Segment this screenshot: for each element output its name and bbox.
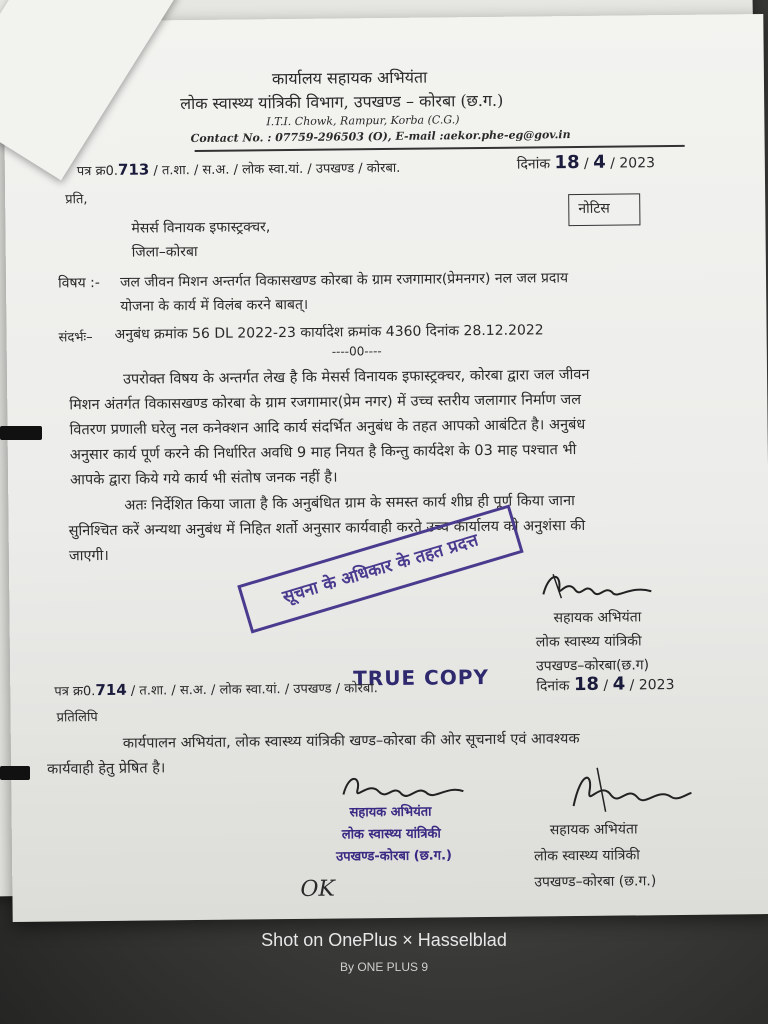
rti-stamp-text: सूचना के अधिकार के तहत प्रदत्त xyxy=(280,530,481,608)
body-line: अतः निर्देशित किया जाता है कि अनुबंधित ग्राम के समस्त कार्य शीघ्र ही पूर्ण किया जाना xyxy=(124,493,575,514)
signatory-line: लोक स्वास्थ्य यांत्रिकी xyxy=(535,633,642,651)
to-label: प्रति, xyxy=(65,192,88,208)
department-title: लोक स्वास्थ्य यांत्रिकी विभाग, उपखण्ड – कोरबा (छ.ग.) xyxy=(180,90,504,114)
body-line: सुनिश्चित करें अन्यथा अनुबंध में निहित शर्तो अनुसार कार्यवाही करते उच्च कार्यालय को अनुशंसा की xyxy=(68,517,586,540)
body-line: वितरण प्रणाली घरेलु नल कनेक्शन आदि कार्य संदर्भित अनुबंध के तहत आपको आबंटित है। अनुबंध xyxy=(69,416,586,439)
signature-3 xyxy=(567,765,698,816)
copy-label: प्रतिलिपि xyxy=(56,710,98,726)
copy-signatory-line: उपखण्ड–कोरबा (छ.ग.) xyxy=(534,873,657,891)
copy-ref-suffix: / त.शा. / स.अ. / लोक स्वा.यां. / उपखण्ड / कोरबा. xyxy=(130,681,378,699)
seal-line: सहायक अभियंता xyxy=(349,804,432,821)
date-month: 4 xyxy=(593,151,606,173)
copy-ref-prefix: पत्र क्र0. xyxy=(54,684,96,700)
copy-line-2: कार्यवाही हेतु प्रेषित है। xyxy=(47,760,166,778)
date-year: / 2023 xyxy=(610,155,656,172)
letter-ref xyxy=(77,158,401,179)
copy-signatory-line: लोक स्वास्थ्य यांत्रिकी xyxy=(533,847,640,865)
ref-number: 713 xyxy=(117,160,150,179)
letter-date: दिनांक 18 / 4 / 2023 xyxy=(516,151,656,174)
copy-date-month: 4 xyxy=(612,673,626,695)
copy-signatory-line: सहायक अभियंता xyxy=(549,821,638,839)
notice-box xyxy=(568,193,640,226)
punch-mark xyxy=(0,426,42,440)
copy-date-day: 18 xyxy=(573,673,600,696)
camera-watermark: Shot on OnePlus × Hasselblad xyxy=(261,930,507,950)
copy-ref xyxy=(54,678,378,699)
contact-info: Contact No. : 07759-296503 (O), E-mail :aekor.phe-eg@gov.in xyxy=(190,128,571,146)
seal-line: लोक स्वास्थ्य यांत्रिकी xyxy=(341,826,441,843)
ref-suffix: / त.शा. / स.अ. / लोक स्वा.यां. / उपखण्ड / कोरबा. xyxy=(153,160,401,179)
subject-line-1: जल जीवन मिशन अन्तर्गत विकासखण्ड कोरबा के ग्राम रजगामार(प्रेमनगर) नल जल प्रदाय xyxy=(119,270,569,291)
date-label: दिनांक xyxy=(516,156,551,173)
signatory-line: सहायक अभियंता xyxy=(553,609,642,627)
letter-page xyxy=(3,14,768,922)
ok-mark: OK xyxy=(300,876,336,902)
subject-line-2: योजना के कार्य में विलंब करने बाबत्। xyxy=(120,296,309,315)
office-title: कार्यालय सहायक अभियंता xyxy=(271,67,428,89)
reference-label: संदर्भः– xyxy=(58,330,93,346)
body-line: उपरोक्त विषय के अन्तर्गत लेख है कि मेसर्स विनायक इफास्ट्रक्चर, कोरबा द्वारा जल जीवन xyxy=(122,366,590,388)
recipient-name: मेसर्स विनायक इफास्ट्रक्चर, xyxy=(131,219,271,237)
body-line: जाएगी। xyxy=(68,547,109,565)
copy-ref-number: 714 xyxy=(95,680,127,700)
true-copy-stamp: TRUE COPY xyxy=(353,664,490,691)
date-day: 18 xyxy=(554,151,580,174)
subject-label: विषय :- xyxy=(57,275,100,292)
body-line: मिशन अंतर्गत विकासखण्ड कोरबा के ग्राम रजगामार(प्रेम नगर) में उच्च स्तरीय जलागार निर्माण जल xyxy=(69,391,582,414)
punch-mark xyxy=(0,766,30,780)
signature-2 xyxy=(339,769,469,804)
notice-label: नोटिस xyxy=(578,200,610,217)
recipient-district: जिला–कोरबा xyxy=(131,243,198,261)
copy-line-1: कार्यपालन अभियंता, लोक स्वास्थ्य यांत्रिकी खण्ड–कोरबा की ओर सूचनार्थ एवं आवश्यक xyxy=(122,731,580,752)
camera-model-watermark: By ONE PLUS 9 xyxy=(339,960,429,974)
reference-text: अनुबंध क्रमांक 56 DL 2022-23 कार्यादेश क्रमांक 4360 दिनांक 28.12.2022 xyxy=(114,322,544,343)
office-address: I.T.I. Chowk, Rampur, Korba (C.G.) xyxy=(266,113,460,129)
copy-date-label: दिनांक xyxy=(536,678,570,695)
seal-line: उपखण्ड-कोरबा (छ.ग.) xyxy=(335,848,452,865)
body-line: अनुसार कार्य पूर्ण करने की निर्धारित अवधि 9 माह नियत है किन्तु कार्यदेश के 03 माह पश्चात भी xyxy=(69,442,577,464)
copy-date: दिनांक 18 / 4 / 2023 xyxy=(536,673,675,696)
separator: ----00---- xyxy=(331,344,382,359)
ref-prefix: पत्र क्र0. xyxy=(76,163,119,180)
copy-date-year: / 2023 xyxy=(629,677,675,694)
body-line: आपके द्वारा किये गये कार्य भी संतोष जनक नहीं है। xyxy=(70,469,338,489)
signature-1 xyxy=(539,567,659,604)
signatory-line: उपखण्ड–कोरबा(छ.ग) xyxy=(536,657,650,675)
